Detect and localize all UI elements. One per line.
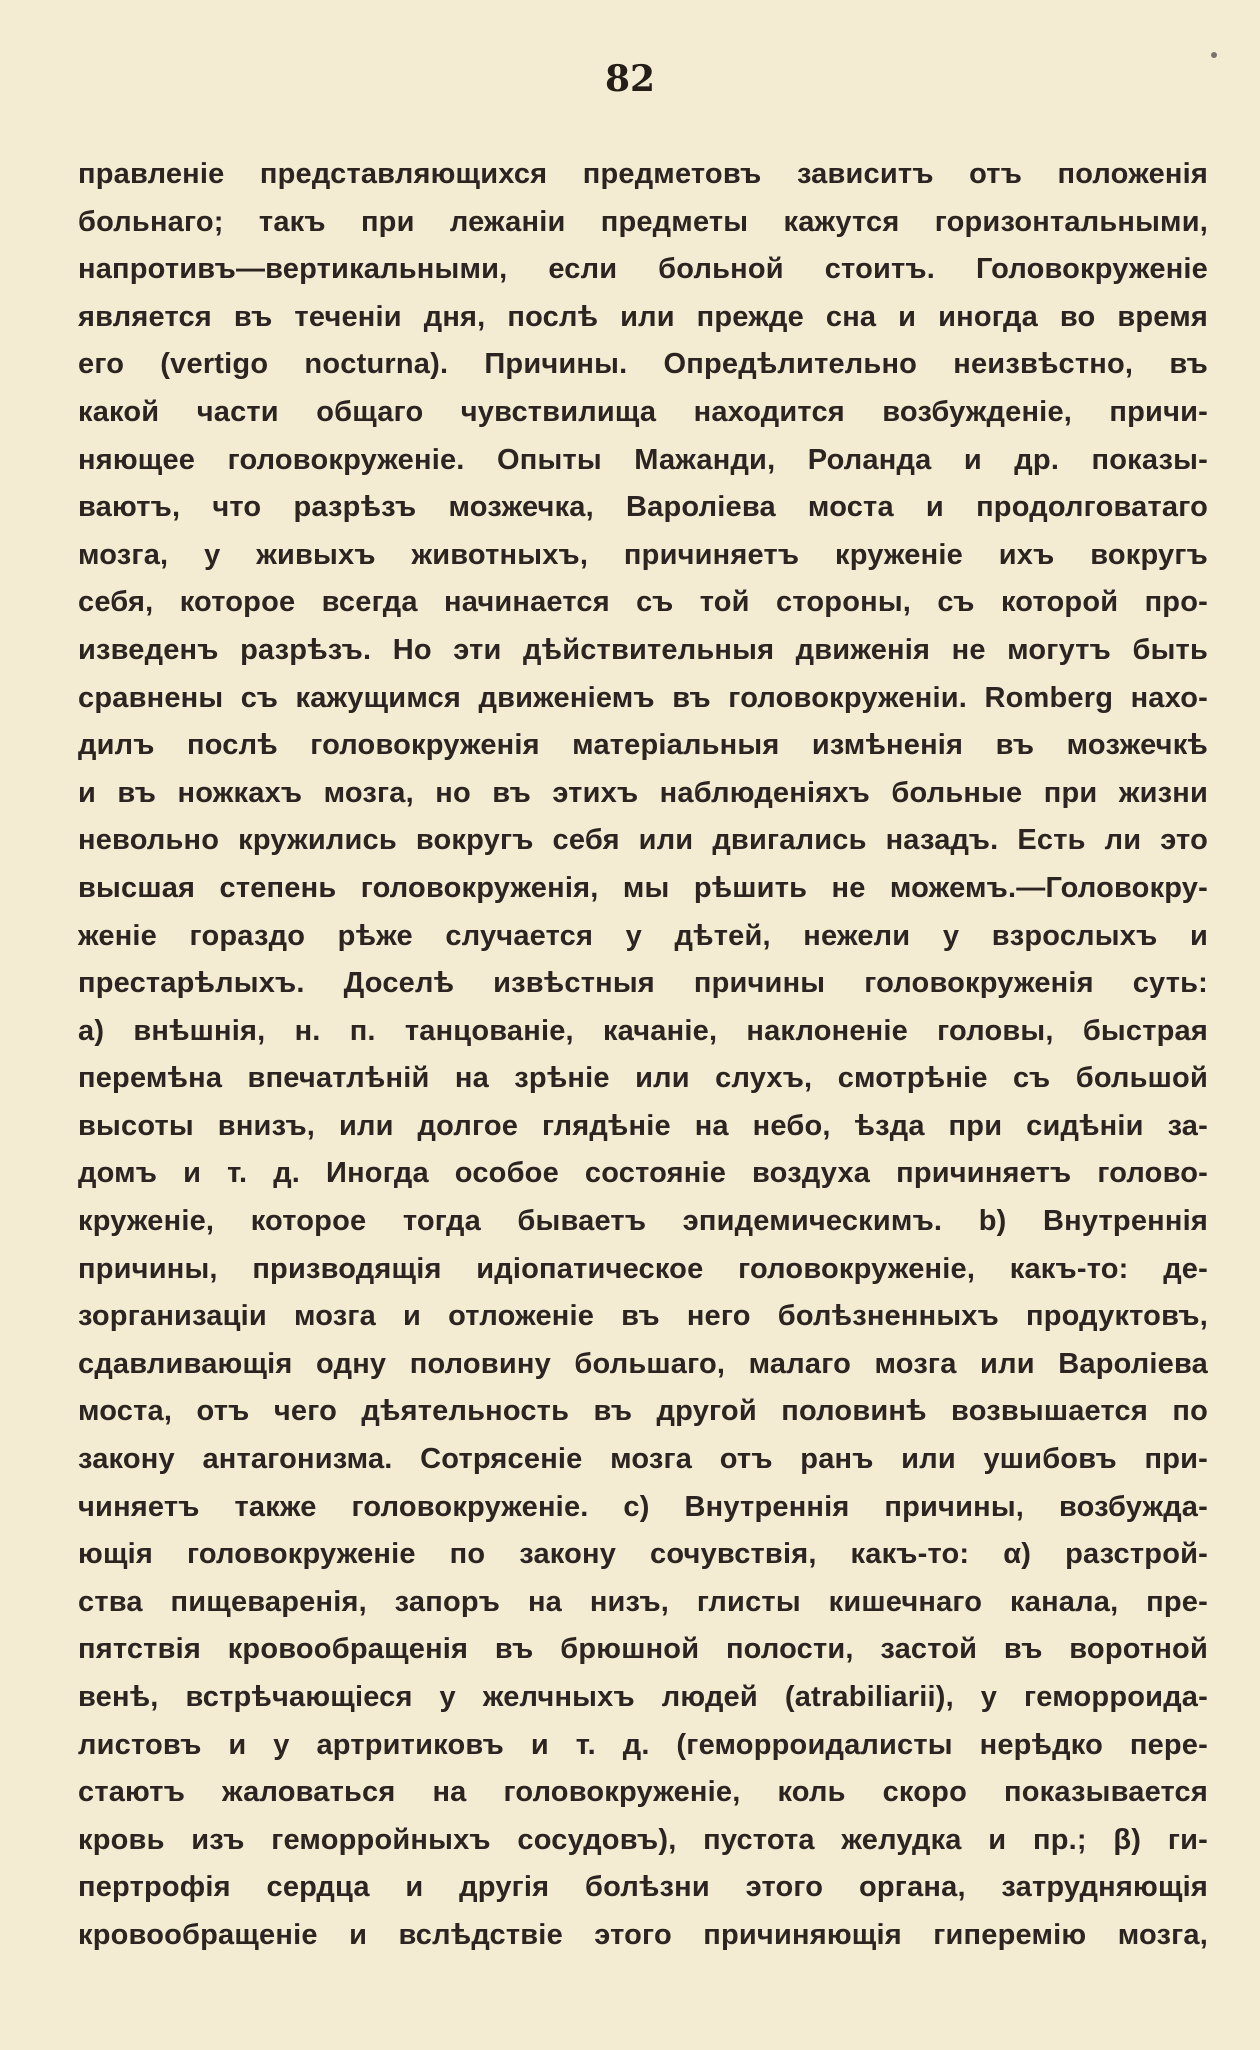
text-line: и въ ножкахъ мозга, но въ этихъ наблюденіяхъ больные при жизни (78, 776, 1208, 809)
text-line: ющія головокруженіе по закону сочувствія, какъ-то: α) разстрой- (78, 1538, 1208, 1571)
text-line: невольно кружились вокругъ себя или двигались назадъ. Есть ли это (78, 824, 1208, 857)
text-line: перемѣна впечатлѣній на зрѣніе или слухъ, смотрѣніе съ большой (78, 1062, 1208, 1095)
text-line: домъ и т. д. Иногда особое состояніе воздуха причиняетъ голово- (78, 1157, 1208, 1190)
text-line: высшая степень головокруженія, мы рѣшить не можемъ.—Головокру- (78, 871, 1208, 904)
text-line: ваютъ, что разрѣзъ мозжечка, Вароліева моста и продолговатаго (78, 491, 1208, 524)
text-line: его (vertigo nocturna). Причины. Опредѣлительно неизвѣстно, въ (78, 348, 1208, 381)
text-line: листовъ и у артритиковъ и т. д. (геморроидалисты нерѣдко пере- (78, 1728, 1208, 1761)
text-line: кровообращеніе и вслѣдствіе этого причиняющія гиперемію мозга, (78, 1918, 1208, 1951)
text-line: няющее головокруженіе. Опыты Мажанди, Роланда и др. показы- (78, 443, 1208, 476)
text-line: причины, призводящія идіопатическое головокруженіе, какъ-то: де- (78, 1252, 1208, 1285)
text-line: кровь изъ геморройныхъ сосудовъ), пустота желудка и пр.; β) ги- (78, 1823, 1208, 1856)
text-line: моста, отъ чего дѣятельность въ другой половинѣ возвышается по (78, 1395, 1208, 1428)
text-line: напротивъ—вертикальными, если больной стоитъ. Головокруженіе (78, 253, 1208, 286)
text-line: зорганизаціи мозга и отложеніе въ него болѣзненныхъ продуктовъ, (78, 1300, 1208, 1333)
text-line: высоты внизъ, или долгое глядѣніе на небо, ѣзда при сидѣніи за- (78, 1109, 1208, 1142)
text-line: a) внѣшнія, н. п. танцованіе, качаніе, наклоненіе головы, быстрая (78, 1014, 1208, 1047)
text-line: себя, которое всегда начинается съ той стороны, съ которой про- (78, 586, 1208, 619)
text-line: закону антагонизма. Сотрясеніе мозга отъ ранъ или ушибовъ при- (78, 1443, 1208, 1476)
text-line: женіе гораздо рѣже случается у дѣтей, нежели у взрослыхъ и (78, 919, 1208, 952)
text-line: круженіе, которое тогда бываетъ эпидемическимъ. b) Внутреннія (78, 1205, 1208, 1238)
text-line: дилъ послѣ головокруженія матеріальныя измѣненія въ мозжечкѣ (78, 729, 1208, 762)
text-line: чиняетъ также головокруженіе. c) Внутреннія причины, возбужда- (78, 1490, 1208, 1523)
text-line: пятствія кровообращенія въ брюшной полости, застой въ воротной (78, 1633, 1208, 1666)
body-text (78, 151, 1208, 1960)
page-number: 82 (604, 58, 656, 100)
text-line: является въ теченіи дня, послѣ или прежде сна и иногда во время (78, 300, 1208, 333)
text-line: сдавливающія одну половину большаго, малаго мозга или Вароліева (78, 1347, 1208, 1380)
text-line: стаютъ жаловаться на головокруженіе, коль скоро показывается (78, 1776, 1208, 1809)
text-line: венѣ, встрѣчающіеся у желчныхъ людей (atrabiliarii), у геморроида- (78, 1681, 1208, 1713)
text-line: престарѣлыхъ. Доселѣ извѣстныя причины головокруженія суть: (78, 967, 1208, 1000)
text-line: мозга, у живыхъ животныхъ, причиняетъ круженіе ихъ вокругъ (78, 538, 1208, 571)
text-line: какой части общаго чувствилища находится возбужденіе, причи- (78, 395, 1208, 428)
text-line: больнаго; такъ при лежаніи предметы кажутся горизонтальными, (78, 205, 1208, 238)
text-line: правленіе представляющихся предметовъ зависитъ отъ положенія (78, 158, 1208, 190)
text-line: изведенъ разрѣзъ. Но эти дѣйствительныя движенія не могутъ быть (78, 633, 1208, 666)
text-line: ства пищеваренія, запоръ на низъ, глисты кишечнаго канала, пре- (78, 1585, 1208, 1618)
text-line: сравнены съ кажущимся движеніемъ въ головокруженіи. Romberg нахо- (78, 681, 1208, 714)
text-line: пертрофія сердца и другія болѣзни этого органа, затрудняющія (78, 1871, 1208, 1904)
